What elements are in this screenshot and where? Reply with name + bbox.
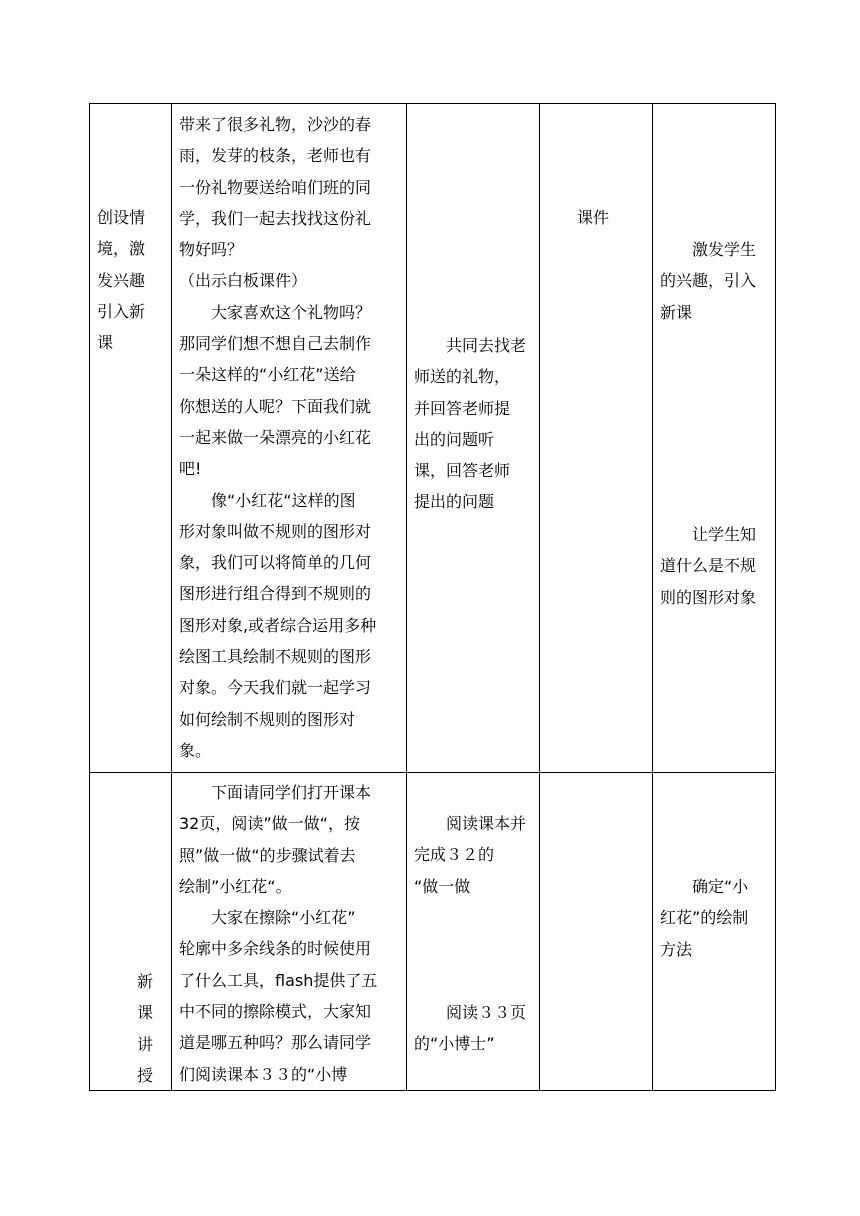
cell-line: 了什么工具，flash提供了五 xyxy=(179,970,378,990)
cell-line: 绘制”小红花“。 xyxy=(179,876,292,896)
cell-line: 一份礼物要送给咱们班的同 xyxy=(179,177,372,197)
student-activity-cell xyxy=(414,997,526,1060)
cell-line: 课 xyxy=(97,333,114,353)
table-border xyxy=(406,103,407,1091)
table-border xyxy=(171,103,172,1091)
cell-line: 则的图形对象 xyxy=(660,587,757,607)
cell-line: 对象。今天我们就一起学习 xyxy=(179,678,372,698)
cell-line: 吧! xyxy=(179,459,202,479)
cell-line: 你想送的人呢？下面我们就 xyxy=(179,396,372,416)
cell-line: 课 xyxy=(137,1003,154,1023)
cell-line: 学，我们一起去找找这份礼 xyxy=(179,208,372,228)
cell-line: 提出的问题 xyxy=(414,492,495,512)
student-activity-cell xyxy=(414,330,526,518)
cell-line: 讲 xyxy=(137,1034,154,1054)
cell-line: 共同去找老 xyxy=(414,336,527,355)
cell-line: 道是哪五种吗？那么请同学 xyxy=(179,1033,372,1053)
cell-line: 们阅读课本３３的“小博 xyxy=(179,1064,348,1084)
teacher-activity-cell xyxy=(179,777,377,1090)
table-border xyxy=(89,772,776,773)
table-border xyxy=(89,103,90,1091)
design-intent-cell xyxy=(660,234,756,328)
cell-line: 带来了很多礼物，沙沙的春 xyxy=(179,115,372,134)
cell-line: 新课 xyxy=(660,302,693,322)
cell-line: （出示白板课件） xyxy=(179,271,308,291)
cell-line: 创设情 xyxy=(97,208,146,227)
cell-line: 课，回答老师 xyxy=(414,461,511,481)
design-intent-cell xyxy=(660,871,748,965)
table-border xyxy=(89,103,776,104)
cell-line: 阅读３３页 xyxy=(414,1003,527,1022)
table-border xyxy=(539,103,540,1091)
cell-line: 一朵这样的“小红花”送给 xyxy=(179,365,356,385)
cell-line: 大家在擦除“小红花” xyxy=(179,908,356,928)
cell-line: 阅读课本并 xyxy=(414,814,527,833)
cell-line: 像“小红花“这样的图 xyxy=(179,490,356,510)
cell-line: 物好吗？ xyxy=(179,240,244,260)
teacher-activity-cell xyxy=(179,109,376,766)
cell-line: 图形对象,或者综合运用多种 xyxy=(179,615,377,635)
cell-line: 师送的礼物， xyxy=(414,367,511,387)
design-intent-cell xyxy=(660,519,756,613)
cell-line: 形对象叫做不规则的图形对 xyxy=(179,521,372,541)
cell-line: 下面请同学们打开课本 xyxy=(179,783,372,802)
cell-line: 雨，发芽的枝条，老师也有 xyxy=(179,146,372,166)
cell-line: 一起来做一朵漂亮的小红花 xyxy=(179,427,372,447)
cell-line: 让学生知 xyxy=(660,525,757,544)
cell-line: 绘图工具绘制不规则的图形 xyxy=(179,647,372,667)
cell-line: 确定“小 xyxy=(660,877,749,896)
cell-line: 图形进行组合得到不规则的 xyxy=(179,584,372,604)
cell-line: 方法 xyxy=(660,939,693,959)
cell-line: 象，我们可以将简单的几何 xyxy=(179,553,372,573)
stage-cell xyxy=(97,202,145,358)
cell-line: 如何绘制不规则的图形对 xyxy=(179,709,356,729)
cell-line: 授 xyxy=(137,1065,154,1085)
cell-line: 轮廓中多余线条的时候使用 xyxy=(179,939,372,959)
cell-line: 课件 xyxy=(577,208,610,227)
cell-line: 照”做一做“的步骤试着去 xyxy=(179,845,356,865)
cell-line: 的“小博士” xyxy=(414,1034,495,1054)
cell-line: 的兴趣，引入 xyxy=(660,271,757,291)
cell-line: 境，激 xyxy=(97,239,146,259)
cell-line: 完成３２的 xyxy=(414,845,495,865)
cell-line: “做一做 xyxy=(414,876,471,896)
cell-line: 32页，阅读”做一做“，按 xyxy=(179,814,360,834)
cell-line: 发兴趣 xyxy=(97,270,146,290)
media-cell xyxy=(577,202,609,233)
cell-line: 中不同的擦除模式，大家知 xyxy=(179,1002,372,1022)
cell-line: 引入新 xyxy=(97,301,146,321)
cell-line: 象。 xyxy=(179,740,212,760)
cell-line: 并回答老师提 xyxy=(414,398,511,418)
student-activity-cell xyxy=(414,808,526,902)
table-border xyxy=(89,1090,776,1091)
cell-line: 新 xyxy=(137,972,154,991)
cell-line: 大家喜欢这个礼物吗？ xyxy=(179,302,372,322)
cell-line: 激发学生 xyxy=(660,240,757,259)
table-border xyxy=(775,103,776,1091)
cell-line: 出的问题听 xyxy=(414,429,495,449)
cell-line: 道什么是不规 xyxy=(660,556,757,576)
stage-cell xyxy=(137,966,153,1091)
cell-line: 那同学们想不想自己去制作 xyxy=(179,334,372,354)
cell-line: 红花”的绘制 xyxy=(660,908,749,928)
table-border xyxy=(652,103,653,1091)
